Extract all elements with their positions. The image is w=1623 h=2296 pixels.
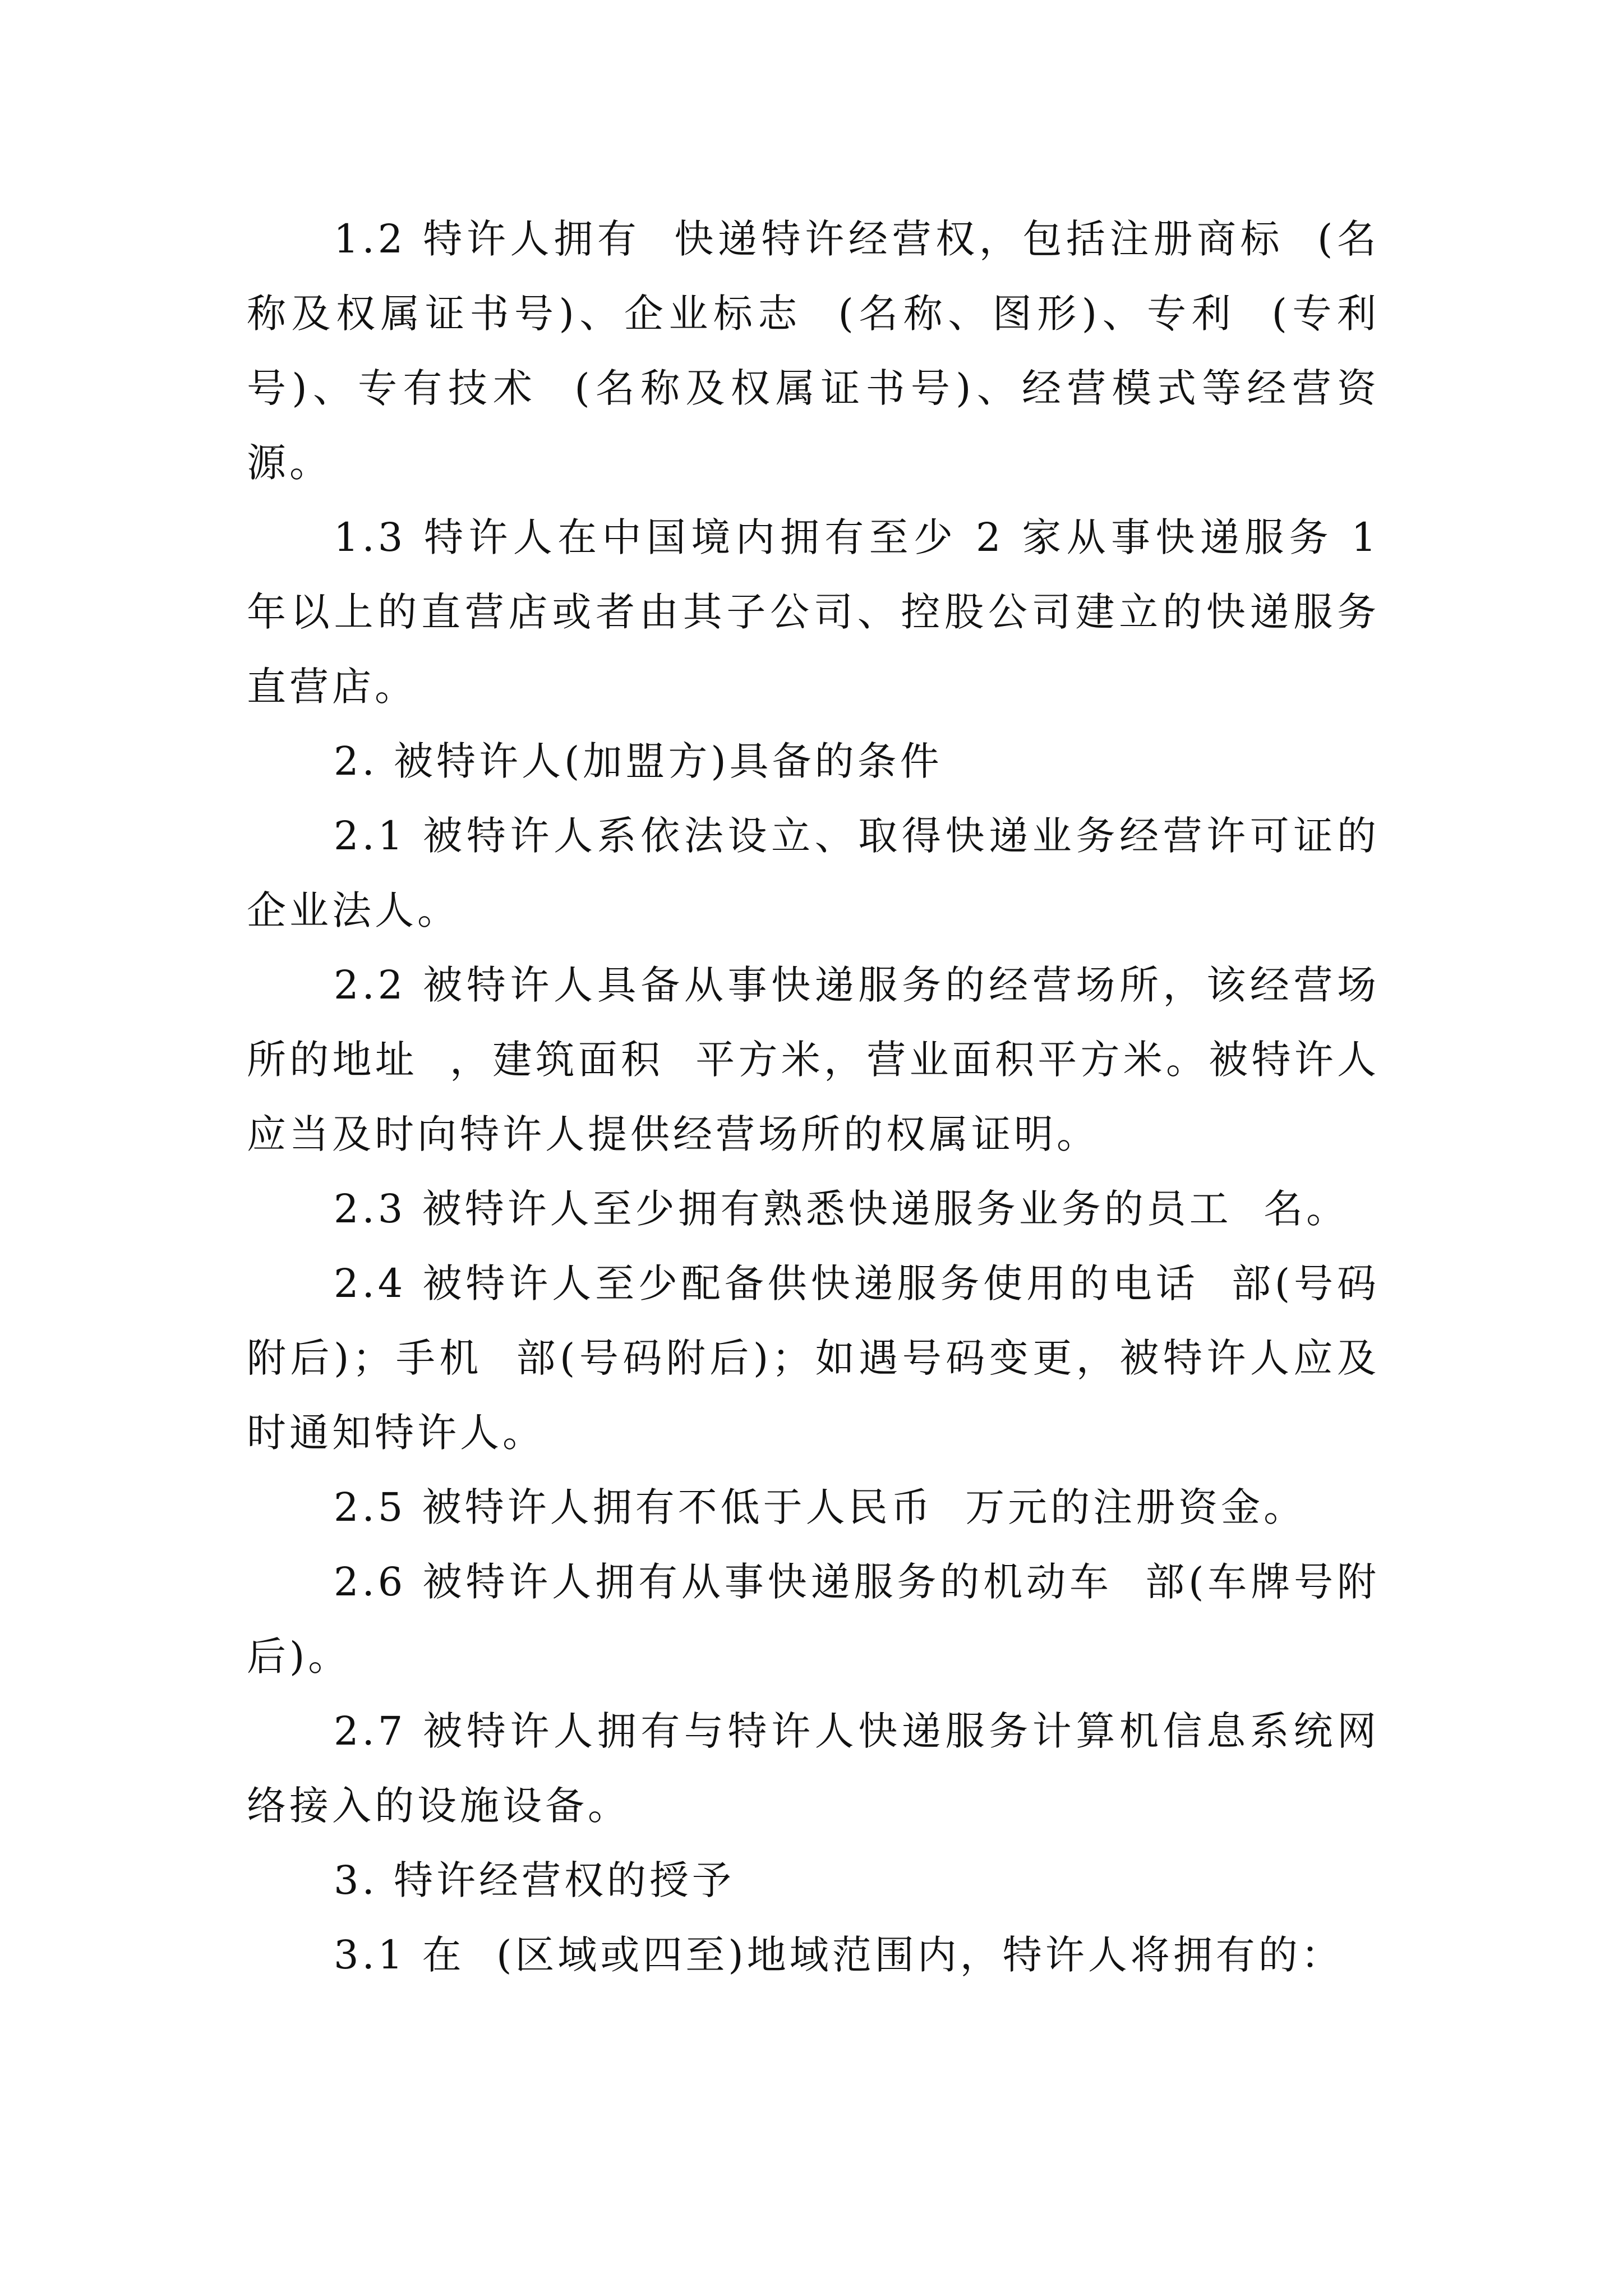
paragraph-2-3: 2.3 被特许人至少拥有熟悉快递服务业务的员工 名。 — [334, 1186, 1349, 1232]
section-heading-2: 2. 被特许人(加盟方)具备的条件 — [334, 738, 943, 784]
section-heading-3: 3. 特许经营权的授予 — [334, 1857, 735, 1903]
paragraph-2-2: 2.2 被特许人具备从事快递服务的经营场所，该经营场所的地址 ，建筑面积 平方米，营业面积平方米。被特许人应当及时向特许人提供经营场所的权属证明。 — [247, 962, 1380, 1157]
paragraph-2-6: 2.6 被特许人拥有从事快递服务的机动车 部(车牌号附后)。 — [247, 1559, 1380, 1680]
paragraph-2-1: 2.1 被特许人系依法设立、取得快递业务经营许可证的企业法人。 — [247, 813, 1380, 933]
document-body — [247, 202, 1396, 1993]
paragraph-2-7: 2.7 被特许人拥有与特许人快递服务计算机信息系统网络接入的设施设备。 — [247, 1708, 1380, 1829]
paragraph-2-4: 2.4 被特许人至少配备供快递服务使用的电话 部(号码附后)；手机 部(号码附后)；如遇号码变更，被特许人应及时通知特许人。 — [247, 1260, 1380, 1456]
paragraph-2-5: 2.5 被特许人拥有不低于人民币 万元的注册资金。 — [334, 1484, 1307, 1530]
paragraph-3-1: 3.1 在 (区域或四至)地域范围内，特许人将拥有的： — [334, 1932, 1344, 1978]
paragraph-1-3: 1.3 特许人在中国境内拥有至少 2 家从事快递服务 1 年以上的直营店或者由其子公司、控股公司建立的快递服务直营店。 — [247, 514, 1396, 710]
paragraph-1-2: 1.2 特许人拥有 快递特许经营权，包括注册商标 (名称及权属证书号)、企业标志 (名称、图形)、专利 (专利号)、专有技术 (名称及权属证书号)、经营模式等经营资源。 — [247, 216, 1380, 486]
